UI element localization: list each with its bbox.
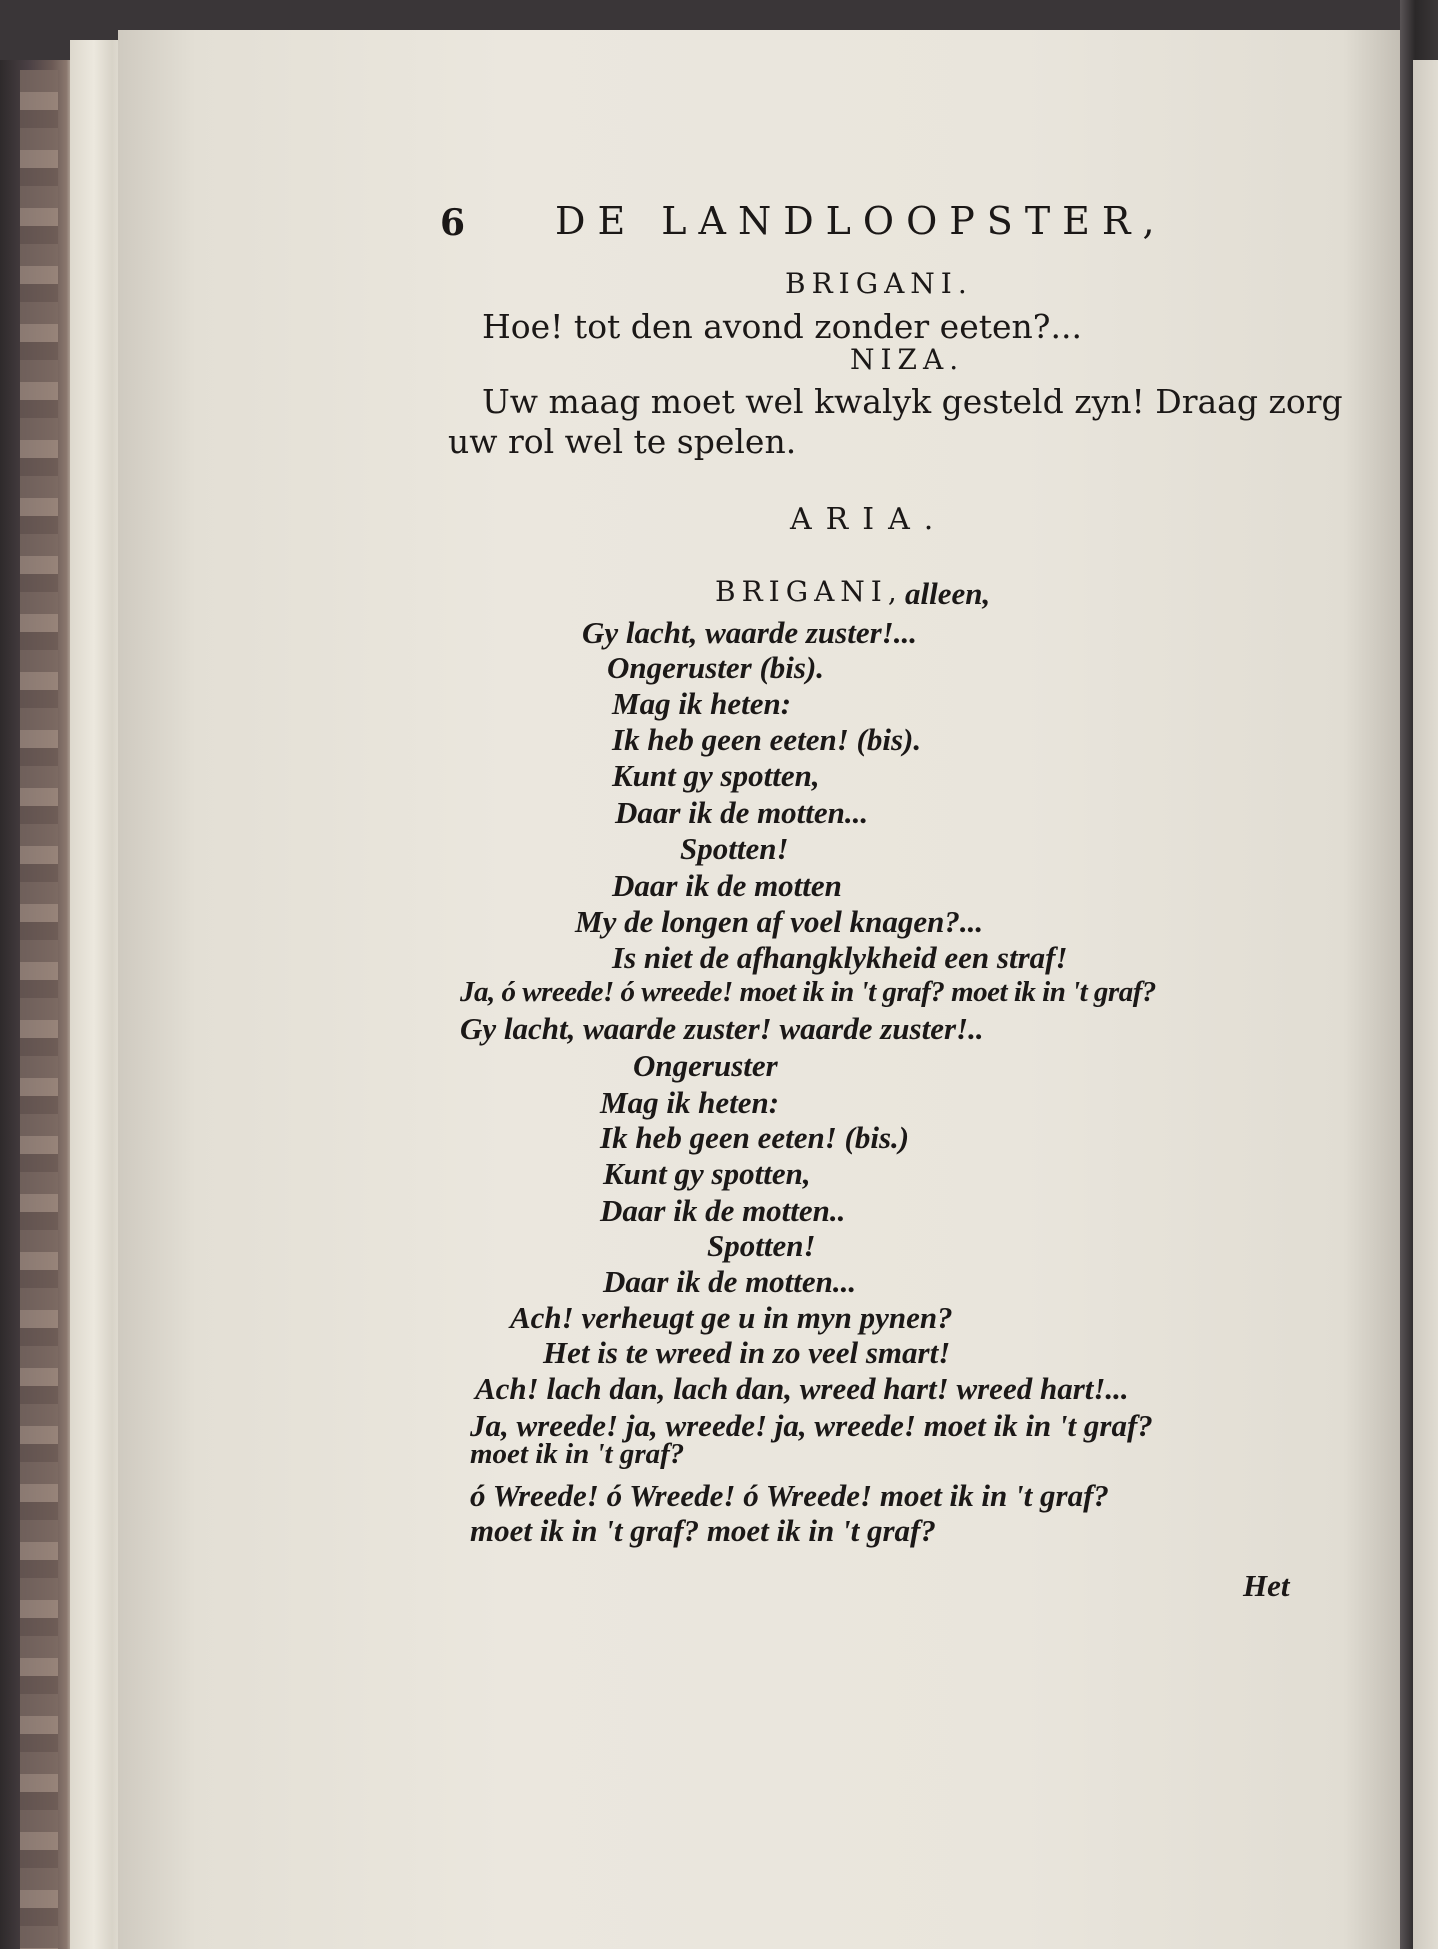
verse-line: Kunt gy spotten, xyxy=(603,1156,811,1191)
verse-line: Is niet de afhangklykheid een straf! xyxy=(612,940,1068,975)
aria-speaker: BRIGANI, xyxy=(715,575,903,608)
verse-line: Daar ik de motten... xyxy=(615,795,869,830)
speaker-niza: NIZA. xyxy=(850,343,965,376)
verse-line: Mag ik heten: xyxy=(600,1085,780,1120)
verse-line: Daar ik de motten.. xyxy=(600,1193,846,1228)
aria-speaker-note: alleen, xyxy=(905,576,991,611)
verse-line: Gy lacht, waarde zuster!... xyxy=(582,615,917,650)
page-number: 6 xyxy=(440,202,466,244)
verse-line: Ja, wreede! ja, wreede! ja, wreede! moet ik in 't graf? xyxy=(470,1408,1153,1443)
verse-line: Het is te wreed in zo veel smart! xyxy=(543,1335,951,1370)
aria-title: ARIA. xyxy=(790,502,948,537)
verse-line: ó Wreede! ó Wreede! ó Wreede! moet ik in 't graf? xyxy=(470,1478,1109,1513)
verse-line: moet ik in 't graf? xyxy=(470,1438,685,1470)
verse-line: My de longen af voel knagen?... xyxy=(575,904,984,939)
running-title: DE LANDLOOPSTER, xyxy=(555,199,1167,243)
verse-line: Ach! verheugt ge u in myn pynen? xyxy=(510,1300,953,1335)
dialogue-line: uw rol wel te spelen. xyxy=(448,422,797,461)
binding-edge xyxy=(20,70,58,1949)
verse-line: Gy lacht, waarde zuster! waarde zuster!.. xyxy=(460,1011,984,1046)
speaker-brigani: BRIGANI. xyxy=(785,267,973,300)
dialogue-line: Hoe! tot den avond zonder eeten?... xyxy=(482,307,1082,346)
verse-line: moet ik in 't graf? moet ik in 't graf? xyxy=(470,1513,936,1548)
verse-line: Daar ik de motten xyxy=(612,868,842,903)
verse-line: Ja, ó wreede! ó wreede! moet ik in 't graf? moet ik in 't graf? xyxy=(460,976,1156,1008)
dialogue-line: Uw maag moet wel kwalyk gesteld zyn! Draag zorg xyxy=(482,382,1343,421)
verse-line: Ik heb geen eeten! (bis). xyxy=(612,722,922,757)
verse-line: Daar ik de motten... xyxy=(603,1264,857,1299)
verse-line: Ik heb geen eeten! (bis.) xyxy=(600,1120,910,1155)
verse-line: Kunt gy spotten, xyxy=(612,758,820,793)
catchword: Het xyxy=(1243,1568,1290,1603)
facing-page-edge xyxy=(1413,60,1438,1949)
verse-line: Spotten! xyxy=(707,1228,816,1263)
verse-line: Spotten! xyxy=(680,831,789,866)
verse-line: Ongeruster (bis). xyxy=(607,650,825,685)
verse-line: Ach! lach dan, lach dan, wreed hart! wreed hart!... xyxy=(475,1371,1129,1406)
verse-line: Ongeruster xyxy=(633,1048,778,1083)
verse-line: Mag ik heten: xyxy=(612,686,792,721)
